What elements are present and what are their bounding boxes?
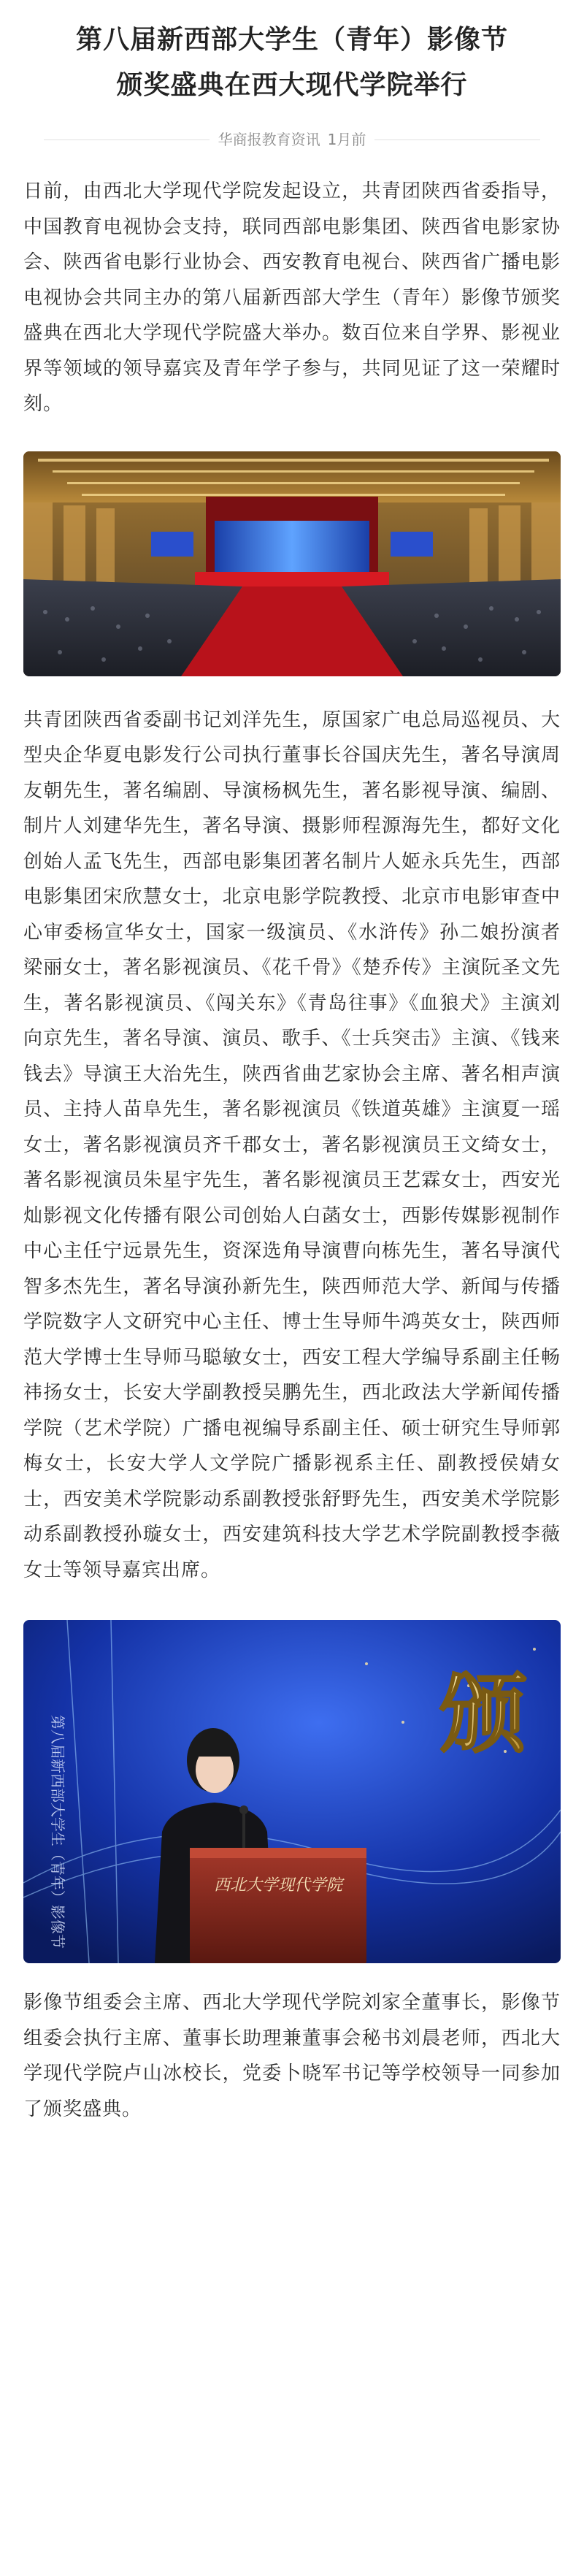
auditorium-photo: [23, 451, 561, 676]
article-title-line1: 第八届新西部大学生（青年）影像节: [75, 25, 508, 55]
article-meta: [44, 129, 540, 150]
backdrop-character: 颁: [439, 1662, 527, 1765]
meta-text: [210, 129, 375, 150]
article-paragraph-2: 共青团陕西省委副书记刘洋先生，原国家广电总局巡视员、大型央企华夏电影发行公司执行董事长谷国庆先生，著名导演周友朝先生，著名编剧、导演杨枫先生，著名影视导演、编剧、制片人刘建华先生，著名导演、摄影师程源海先生，都好文化创始人孟飞先生，西部电影集团著名制片人姬永兵先生，西部电影集团宋欣慧女士，北京电影学院教授、北京市电影审查中心审委杨宣华女士，国家一级演员、《水浒传》孙二娘扮演者梁丽女士，著名影视演员、《花千骨》《楚乔传》主演阮圣文先生，著名影视演员、《闯关东》《青岛往事》《血狼犬》主演刘向京先生，著名导演、演员、歌手、《士兵突击》主演、《钱来钱去》导演王大治先生，陕西省曲艺家协会主席、著名相声演员、主持人苗阜先生，著名影视演员《铁道英雄》主演夏一瑶女士，著名影视演员齐千郡女士，著名影视演员王文绮女士，著名影视演员朱星宇先生，著名影视演员王艺霖女士，西安光灿影视文化传播有限公司创始人白菡女士，西影传媒影视制作中心主任宁远景先生，资深选角导演曹向栋先生，著名导演代智多杰先生，著名导演孙新先生，陕西师范大学、新闻与传播学院数字人文研究中心主任、博士生导师牛鸿英女士，陕西师范大学博士生导师马聪敏女士，西安工程大学编导系副主任畅祎扬女士，长安大学副教授吴鹏先生，西北政法大学新闻传播学院（艺术学院）广播电视编导系副主任、硕士研究生导师郭梅女士，长安大学人文学院广播影视系主任、副教授侯婧女士，西安美术学院影动系副教授张舒野先生，西安美术学院影动系副教授孙璇女士，西安建筑科技大学艺术学院副教授李薇女士等领导嘉宾出席。: [23, 708, 561, 1581]
source-link[interactable]: 华商报教育资讯: [218, 131, 320, 148]
podium-text: 西北大学现代学院: [213, 1876, 343, 1895]
article-title: [22, 0, 562, 108]
auditorium-illustration: [23, 451, 561, 676]
article-paragraph-3: 影像节组委会主席、西北大学现代学院刘家全董事长，影像节组委会执行主席、董事长助理兼董事会秘书刘晨老师，西北大学现代学院卢山冰校长，党委卜晓军书记等学校领导一同参加了颁奖盛典。: [23, 1992, 561, 2120]
publish-time: 1月前: [327, 131, 366, 148]
backdrop-banner-text: 第八届新西部大学生（青年）影像节: [49, 1715, 66, 1949]
speaker-photo: [23, 1620, 561, 1963]
article-paragraph-1: 日前，由西北大学现代学院发起设立，共青团陕西省委指导，中国教育电视协会支持，联同西部电影集团、陕西省电影家协会、陕西省电影行业协会、西安教育电视台、陕西省广播电影电视协会共同主办的第八届新西部大学生（青年）影像节颁奖盛典在西北大学现代学院盛大举办。数百位来自学界、影视业界等领域的领导嘉宾及青年学子参与，共同见证了这一荣耀时刻。: [23, 180, 561, 415]
article-title-line2: 颁奖盛典在西大现代学院举行: [116, 70, 468, 100]
speaker-illustration: [23, 1620, 561, 1963]
